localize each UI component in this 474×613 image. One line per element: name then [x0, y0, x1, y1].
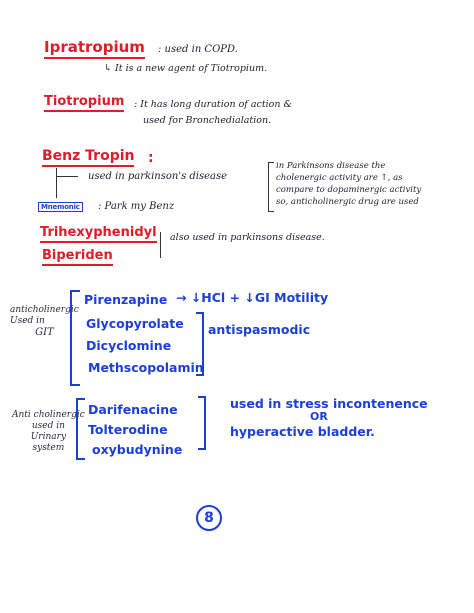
parkinsons-note-line: so, anticholinergic drug are used: [276, 197, 419, 207]
mnemonic-label: Mnemonic: [38, 202, 83, 212]
group-label-antispasmodic: antispasmodic: [208, 322, 311, 337]
urinary-use-line1: used in stress incontenence: [230, 396, 428, 411]
git-bracket-right: [196, 312, 204, 376]
urinary-side-label-line: used in: [31, 421, 65, 431]
drug-darifenacine: Darifenacine: [88, 402, 178, 417]
heading-biperiden: Biperiden: [42, 248, 113, 266]
mnemonic-text: : Park my Benz: [98, 201, 175, 212]
benztropin-use: used in parkinson's disease: [88, 171, 228, 182]
git-side-label-line: anticholinergic: [10, 305, 79, 315]
heading-benztropin: Benz Tropin: [42, 148, 134, 167]
urinary-use-line2: hyperactive bladder.: [230, 424, 375, 439]
urinary-side-label-line: Anti cholinergic: [12, 410, 85, 420]
ipratropium-note: ↳ It is a new agent of Tiotropium.: [104, 63, 268, 74]
urinary-bracket-right: [198, 396, 206, 450]
trihexyphenidyl-bracket: [160, 232, 161, 258]
git-bracket-left: [70, 290, 80, 386]
benztropin-connector-horizontal: [56, 176, 78, 177]
ipratropium-use: : used in COPD.: [158, 44, 238, 55]
parkinsons-note-bracket: [268, 162, 274, 212]
drug-tolterodine: Tolterodine: [88, 422, 168, 437]
urinary-side-label-line: Urinary: [30, 432, 67, 442]
trihexyphenidyl-note: also used in parkinsons disease.: [170, 232, 325, 243]
git-side-label-line: GIT: [35, 327, 54, 338]
git-side-label-line: Used in: [10, 316, 45, 326]
drug-methscopolamin: Methscopolamin: [88, 360, 204, 375]
parkinsons-note-line: compare to dopaminergic activity: [276, 185, 422, 195]
urinary-side-label-line: system: [32, 443, 65, 453]
heading-tiotropium: Tiotropium: [44, 94, 124, 112]
tiotropium-line1: : It has long duration of action &: [134, 99, 292, 110]
urinary-use-or: OR: [310, 410, 328, 423]
benztropin-connector-vertical: [56, 168, 57, 198]
git-side-label: [10, 305, 79, 338]
benztropin-colon: :: [148, 150, 154, 166]
drug-dicyclomine: Dicyclomine: [86, 338, 172, 353]
urinary-side-label: [12, 410, 85, 454]
parkinsons-note-line: cholenergic activity are ↑, as: [276, 173, 403, 183]
drug-pirenzapine: Pirenzapine: [84, 292, 168, 307]
pirenzapine-effect: → ↓HCl + ↓GI Motility: [176, 290, 329, 305]
parkinsons-note-line: in Parkinsons disease the: [276, 161, 386, 171]
heading-ipratropium: Ipratropium: [44, 38, 145, 59]
parkinsons-note: [276, 160, 421, 208]
drug-oxybudynine: oxybudynine: [92, 442, 183, 457]
tiotropium-line2: used for Bronchedialation.: [143, 115, 272, 126]
drug-glycopyrolate: Glycopyrolate: [86, 316, 184, 331]
page-number: 8: [196, 505, 222, 531]
heading-trihexyphenidyl: Trihexyphenidyl: [40, 225, 157, 243]
urinary-bracket-left: [76, 398, 85, 460]
